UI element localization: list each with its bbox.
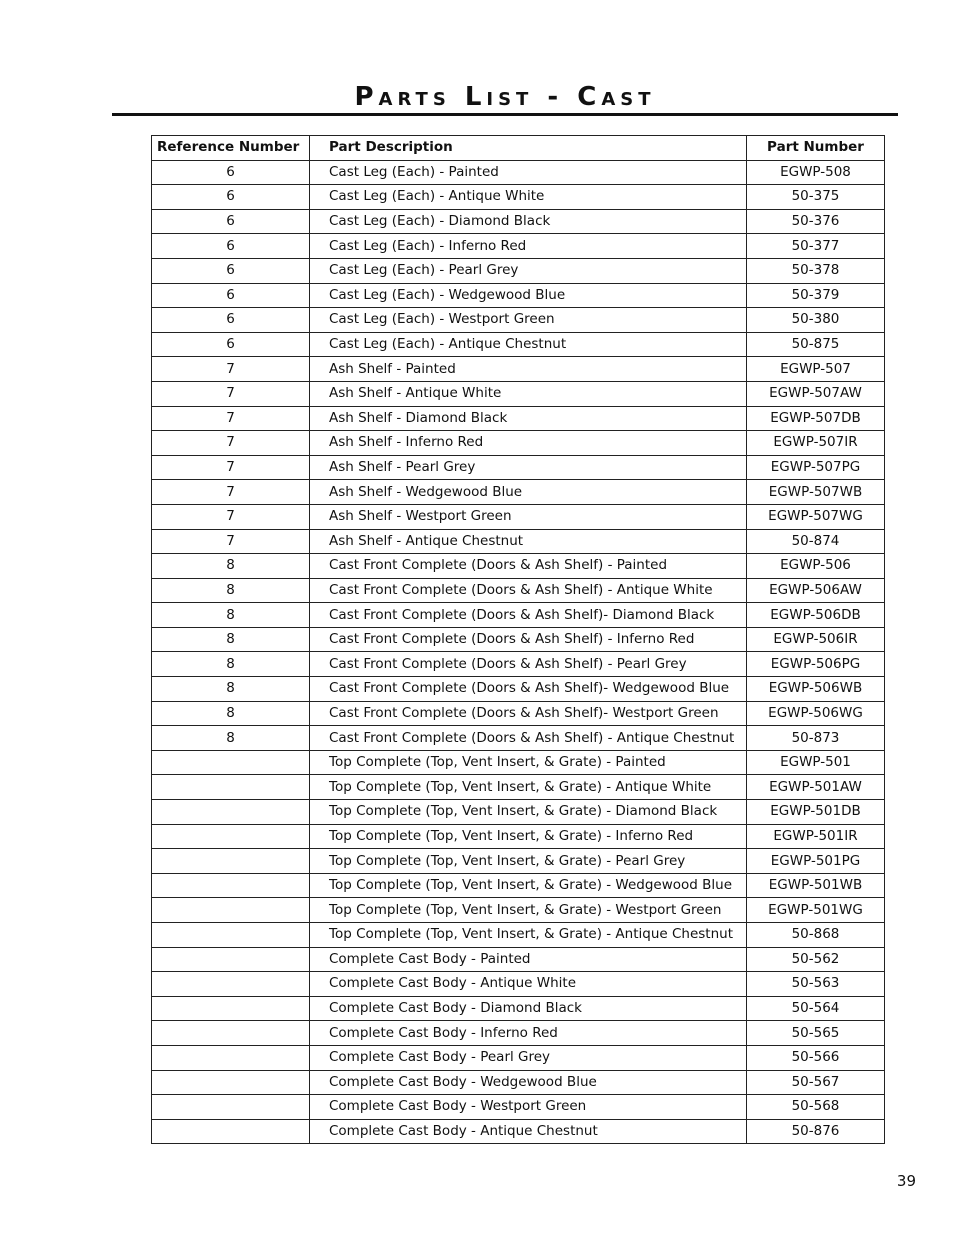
part-description-cell: Cast Front Complete (Doors & Ash Shelf) - Inferno Red [310,627,747,652]
part-number-cell: 50-566 [747,1045,885,1070]
reference-number-cell: 7 [152,431,310,456]
part-description-cell: Cast Front Complete (Doors & Ash Shelf) - Antique White [310,578,747,603]
table-header-row [152,136,885,161]
part-description-cell: Cast Leg (Each) - Painted [310,160,747,185]
reference-number-cell [152,1119,310,1144]
part-description-cell: Cast Leg (Each) - Wedgewood Blue [310,283,747,308]
part-number-cell: EGWP-507PG [747,455,885,480]
table-row [152,283,885,308]
part-description-cell: Cast Front Complete (Doors & Ash Shelf) - Painted [310,554,747,579]
table-row [152,480,885,505]
reference-number-cell [152,849,310,874]
part-number-cell: EGWP-507IR [747,431,885,456]
part-number-cell: EGWP-506DB [747,603,885,628]
reference-number-cell: 8 [152,677,310,702]
part-description-cell: Ash Shelf - Painted [310,357,747,382]
table-row [152,185,885,210]
table-row [152,1021,885,1046]
part-number-cell: 50-375 [747,185,885,210]
table-row [152,996,885,1021]
part-description-cell: Top Complete (Top, Vent Insert, & Grate) - Antique Chestnut [310,923,747,948]
parts-table-body [152,160,885,1144]
part-description-cell: Complete Cast Body - Pearl Grey [310,1045,747,1070]
reference-number-cell: 6 [152,209,310,234]
reference-number-cell [152,996,310,1021]
part-number-cell: 50-876 [747,1119,885,1144]
part-number-cell: EGWP-507DB [747,406,885,431]
part-description-cell: Cast Front Complete (Doors & Ash Shelf) - Antique Chestnut [310,726,747,751]
table-row [152,504,885,529]
part-number-cell: 50-873 [747,726,885,751]
header-reference-number: Reference Number [152,136,310,161]
reference-number-cell: 6 [152,283,310,308]
reference-number-cell: 7 [152,480,310,505]
table-row [152,775,885,800]
table-row [152,357,885,382]
table-row [152,603,885,628]
table-row [152,554,885,579]
parts-table [151,135,885,1144]
table-row [152,923,885,948]
reference-number-cell [152,972,310,997]
title-divider [112,113,898,116]
page-title: Parts List - Cast [354,82,656,112]
part-number-cell: EGWP-507WB [747,480,885,505]
reference-number-cell: 6 [152,332,310,357]
reference-number-cell: 7 [152,381,310,406]
table-row [152,209,885,234]
table-row [152,701,885,726]
part-number-cell: EGWP-501WG [747,898,885,923]
reference-number-cell: 6 [152,308,310,333]
reference-number-cell: 7 [152,406,310,431]
part-description-cell: Cast Leg (Each) - Antique Chestnut [310,332,747,357]
part-number-cell: EGWP-506WB [747,677,885,702]
reference-number-cell: 8 [152,554,310,579]
reference-number-cell: 8 [152,627,310,652]
table-row [152,726,885,751]
reference-number-cell: 8 [152,726,310,751]
reference-number-cell [152,898,310,923]
table-row [152,1095,885,1120]
table-row [152,381,885,406]
reference-number-cell [152,873,310,898]
reference-number-cell [152,1045,310,1070]
reference-number-cell: 8 [152,701,310,726]
table-row [152,529,885,554]
table-row [152,627,885,652]
reference-number-cell: 8 [152,603,310,628]
table-row [152,800,885,825]
part-description-cell: Complete Cast Body - Antique Chestnut [310,1119,747,1144]
part-description-cell: Complete Cast Body - Antique White [310,972,747,997]
reference-number-cell [152,1095,310,1120]
part-number-cell: EGWP-501PG [747,849,885,874]
reference-number-cell: 6 [152,185,310,210]
part-description-cell: Top Complete (Top, Vent Insert, & Grate) - Antique White [310,775,747,800]
reference-number-cell: 7 [152,529,310,554]
part-description-cell: Complete Cast Body - Westport Green [310,1095,747,1120]
part-description-cell: Ash Shelf - Antique Chestnut [310,529,747,554]
table-row [152,258,885,283]
part-description-cell: Ash Shelf - Westport Green [310,504,747,529]
part-number-cell: EGWP-506PG [747,652,885,677]
part-number-cell: 50-380 [747,308,885,333]
table-row [152,332,885,357]
part-number-cell: 50-568 [747,1095,885,1120]
table-row [152,455,885,480]
part-description-cell: Top Complete (Top, Vent Insert, & Grate) - Wedgewood Blue [310,873,747,898]
part-number-cell: 50-376 [747,209,885,234]
part-number-cell: 50-378 [747,258,885,283]
part-number-cell: 50-564 [747,996,885,1021]
part-description-cell: Ash Shelf - Wedgewood Blue [310,480,747,505]
reference-number-cell: 7 [152,455,310,480]
part-number-cell: 50-562 [747,947,885,972]
reference-number-cell: 6 [152,160,310,185]
part-description-cell: Cast Leg (Each) - Diamond Black [310,209,747,234]
part-description-cell: Ash Shelf - Diamond Black [310,406,747,431]
reference-number-cell: 6 [152,258,310,283]
reference-number-cell [152,775,310,800]
part-number-cell: EGWP-501AW [747,775,885,800]
table-row [152,308,885,333]
table-row [152,1070,885,1095]
part-description-cell: Top Complete (Top, Vent Insert, & Grate) - Diamond Black [310,800,747,825]
table-row [152,677,885,702]
part-number-cell: 50-868 [747,923,885,948]
page-number: 39 [896,1172,916,1190]
part-description-cell: Cast Front Complete (Doors & Ash Shelf)- Westport Green [310,701,747,726]
table-row [152,824,885,849]
part-number-cell: 50-379 [747,283,885,308]
part-description-cell: Complete Cast Body - Painted [310,947,747,972]
part-number-cell: 50-377 [747,234,885,259]
part-description-cell: Cast Leg (Each) - Antique White [310,185,747,210]
part-number-cell: EGWP-501WB [747,873,885,898]
table-row [152,972,885,997]
header-part-description: Part Description [310,136,747,161]
part-description-cell: Top Complete (Top, Vent Insert, & Grate) - Painted [310,750,747,775]
reference-number-cell: 6 [152,234,310,259]
table-row [152,873,885,898]
table-row [152,1045,885,1070]
part-description-cell: Complete Cast Body - Wedgewood Blue [310,1070,747,1095]
table-row [152,406,885,431]
part-number-cell: EGWP-507AW [747,381,885,406]
part-number-cell: EGWP-506IR [747,627,885,652]
part-number-cell: 50-563 [747,972,885,997]
reference-number-cell: 7 [152,357,310,382]
part-description-cell: Cast Front Complete (Doors & Ash Shelf)- Wedgewood Blue [310,677,747,702]
part-number-cell: EGWP-501DB [747,800,885,825]
part-number-cell: EGWP-506AW [747,578,885,603]
part-description-cell: Cast Front Complete (Doors & Ash Shelf) - Pearl Grey [310,652,747,677]
part-number-cell: 50-874 [747,529,885,554]
reference-number-cell: 7 [152,504,310,529]
table-row [152,849,885,874]
part-number-cell: EGWP-501IR [747,824,885,849]
part-number-cell: 50-567 [747,1070,885,1095]
header-part-number: Part Number [747,136,885,161]
table-row [152,898,885,923]
table-row [152,1119,885,1144]
table-row [152,431,885,456]
part-description-cell: Cast Leg (Each) - Pearl Grey [310,258,747,283]
part-number-cell: 50-565 [747,1021,885,1046]
part-description-cell: Cast Leg (Each) - Inferno Red [310,234,747,259]
reference-number-cell: 8 [152,578,310,603]
table-row [152,652,885,677]
reference-number-cell [152,923,310,948]
reference-number-cell [152,947,310,972]
reference-number-cell [152,1021,310,1046]
part-description-cell: Cast Front Complete (Doors & Ash Shelf)- Diamond Black [310,603,747,628]
part-number-cell: EGWP-508 [747,160,885,185]
part-description-cell: Top Complete (Top, Vent Insert, & Grate) - Pearl Grey [310,849,747,874]
table-row [152,234,885,259]
part-description-cell: Complete Cast Body - Inferno Red [310,1021,747,1046]
part-description-cell: Cast Leg (Each) - Westport Green [310,308,747,333]
part-description-cell: Ash Shelf - Pearl Grey [310,455,747,480]
part-number-cell: EGWP-506WG [747,701,885,726]
table-row [152,947,885,972]
table-row [152,750,885,775]
reference-number-cell [152,800,310,825]
part-number-cell: EGWP-501 [747,750,885,775]
reference-number-cell [152,1070,310,1095]
table-row [152,160,885,185]
part-number-cell: EGWP-507 [747,357,885,382]
part-description-cell: Ash Shelf - Antique White [310,381,747,406]
reference-number-cell [152,750,310,775]
table-row [152,578,885,603]
reference-number-cell: 8 [152,652,310,677]
part-description-cell: Ash Shelf - Inferno Red [310,431,747,456]
reference-number-cell [152,824,310,849]
part-description-cell: Top Complete (Top, Vent Insert, & Grate) - Inferno Red [310,824,747,849]
part-description-cell: Complete Cast Body - Diamond Black [310,996,747,1021]
part-description-cell: Top Complete (Top, Vent Insert, & Grate) - Westport Green [310,898,747,923]
part-number-cell: EGWP-506 [747,554,885,579]
part-number-cell: 50-875 [747,332,885,357]
part-number-cell: EGWP-507WG [747,504,885,529]
